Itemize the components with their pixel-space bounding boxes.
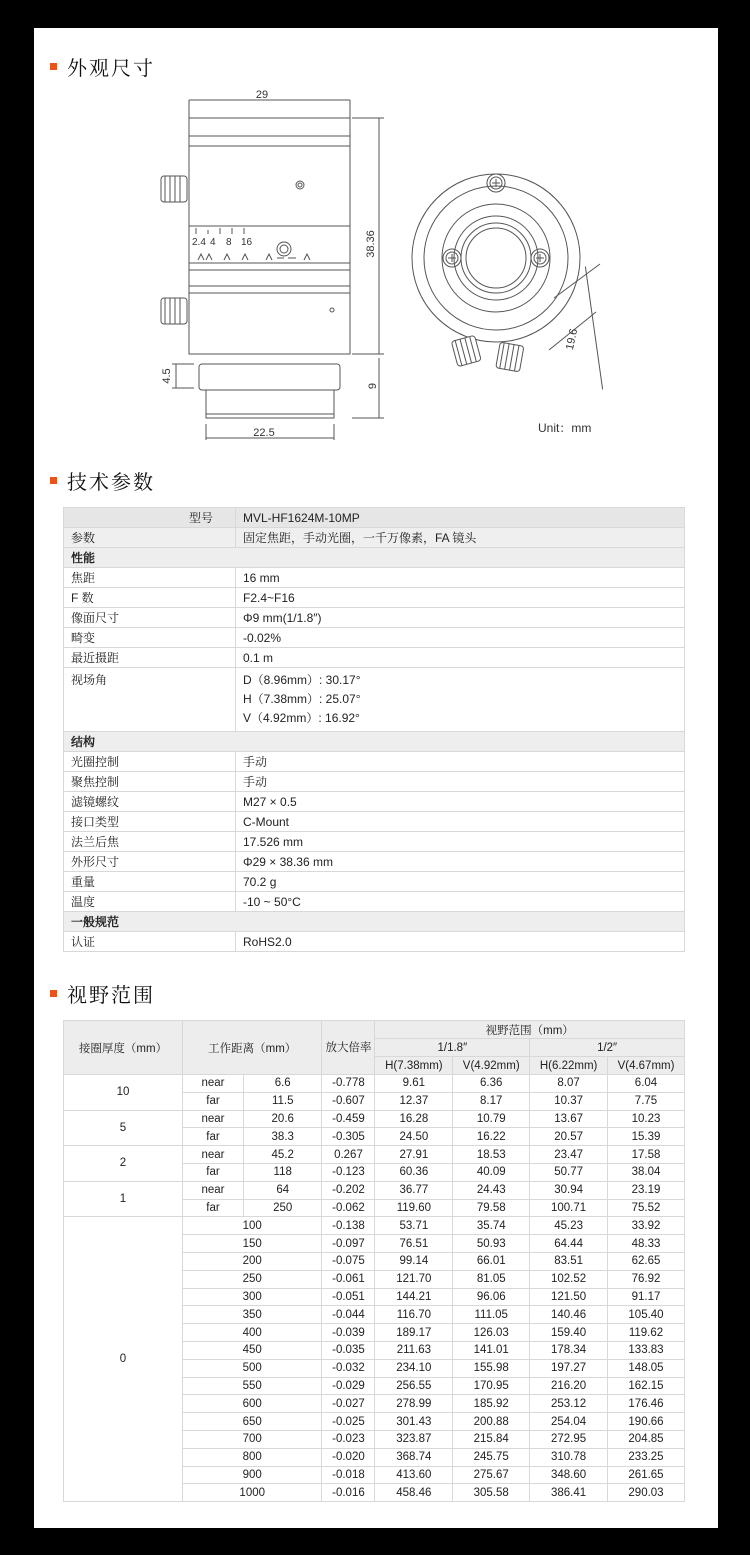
spec-key: 外形尺寸 xyxy=(64,852,236,872)
spec-value xyxy=(236,792,685,812)
dim-knob-text: 19.6 xyxy=(563,327,581,352)
fov-row xyxy=(64,1110,685,1128)
fov-working-distance: 20.6 xyxy=(244,1110,322,1128)
fov-value: 36.77 xyxy=(375,1181,453,1199)
fov-working-distance: 200 xyxy=(183,1252,322,1270)
spec-value-line: RoHS2.0 xyxy=(243,934,292,949)
fov-row xyxy=(64,1075,685,1093)
spec-value-line: V（4.92mm）: 16.92° xyxy=(243,711,360,725)
spec-value-line: H（7.38mm）: 25.07° xyxy=(243,692,361,706)
spec-key: 滤镜螺纹 xyxy=(64,792,236,812)
spec-key: 温度 xyxy=(64,892,236,912)
fov-value: 253.12 xyxy=(530,1395,608,1413)
fov-magnification: -0.459 xyxy=(322,1110,375,1128)
spec-value xyxy=(236,668,685,732)
fov-value: 368.74 xyxy=(375,1448,453,1466)
spec-value-line: 17.526 mm xyxy=(243,834,304,849)
header-ring: 接圈厚度（mm） xyxy=(64,1021,183,1075)
fov-value: 16.28 xyxy=(375,1110,453,1128)
fov-value: 211.63 xyxy=(375,1341,453,1359)
fov-working-distance: 400 xyxy=(183,1324,322,1342)
fov-value: 76.92 xyxy=(608,1270,685,1288)
spec-param-label: 参数 xyxy=(64,528,236,548)
spec-value xyxy=(236,628,685,648)
fov-table xyxy=(63,1020,685,1502)
fov-value: 215.84 xyxy=(453,1430,530,1448)
fov-value: 60.36 xyxy=(375,1163,453,1181)
fov-value: 305.58 xyxy=(453,1484,530,1502)
fov-working-distance: 64 xyxy=(244,1181,322,1199)
fov-value: 159.40 xyxy=(530,1324,608,1342)
fov-working-distance: 118 xyxy=(244,1163,322,1181)
fov-working-distance: 6.6 xyxy=(244,1075,322,1093)
fov-value: 17.58 xyxy=(608,1146,685,1164)
spec-row xyxy=(64,752,685,772)
spec-key: F 数 xyxy=(64,588,236,608)
spec-value xyxy=(236,932,685,952)
fov-working-distance: 100 xyxy=(183,1217,322,1235)
spec-value-line: F2.4~F16 xyxy=(243,590,295,605)
section-title-text: 视野范围 xyxy=(67,983,155,1007)
orange-square-icon xyxy=(50,990,57,997)
fov-magnification: -0.016 xyxy=(322,1484,375,1502)
dim-height-text: 38.36 xyxy=(365,230,377,258)
fov-magnification: -0.097 xyxy=(322,1235,375,1253)
fov-ring-value: 1 xyxy=(64,1181,183,1217)
fov-distance-label: near xyxy=(183,1146,244,1164)
section-title-tech xyxy=(50,466,155,495)
fov-value: 310.78 xyxy=(530,1448,608,1466)
fov-value: 76.51 xyxy=(375,1235,453,1253)
fov-value: 144.21 xyxy=(375,1288,453,1306)
fov-value: 141.01 xyxy=(453,1341,530,1359)
spec-value xyxy=(236,852,685,872)
dim-mount-dia-text: 22.5 xyxy=(253,427,275,439)
fov-working-distance: 550 xyxy=(183,1377,322,1395)
fov-value: 64.44 xyxy=(530,1235,608,1253)
spec-value xyxy=(236,588,685,608)
spec-key: 聚焦控制 xyxy=(64,772,236,792)
fov-value: 38.04 xyxy=(608,1163,685,1181)
fov-value: 148.05 xyxy=(608,1359,685,1377)
spec-row xyxy=(64,852,685,872)
spec-model-row xyxy=(64,508,685,528)
dim-back-text: 9 xyxy=(367,382,379,390)
fov-value: 176.46 xyxy=(608,1395,685,1413)
fov-value: 10.23 xyxy=(608,1110,685,1128)
fov-value: 83.51 xyxy=(530,1252,608,1270)
fov-magnification: -0.123 xyxy=(322,1163,375,1181)
fov-value: 24.43 xyxy=(453,1181,530,1199)
fov-value: 200.88 xyxy=(453,1413,530,1431)
spec-key: 光圈控制 xyxy=(64,752,236,772)
fov-value: 233.25 xyxy=(608,1448,685,1466)
fov-magnification: -0.027 xyxy=(322,1395,375,1413)
spec-value-line: M27 × 0.5 xyxy=(243,794,297,809)
fov-magnification: -0.778 xyxy=(322,1075,375,1093)
fov-value: 413.60 xyxy=(375,1466,453,1484)
fov-working-distance: 11.5 xyxy=(244,1092,322,1110)
spec-key: 认证 xyxy=(64,932,236,952)
fov-value: 204.85 xyxy=(608,1430,685,1448)
fov-value: 275.67 xyxy=(453,1466,530,1484)
fov-distance-label: far xyxy=(183,1163,244,1181)
fov-value: 27.91 xyxy=(375,1146,453,1164)
fov-working-distance: 300 xyxy=(183,1288,322,1306)
fov-magnification: -0.061 xyxy=(322,1270,375,1288)
aperture-mark: 4 xyxy=(210,237,216,248)
fov-value: 102.52 xyxy=(530,1270,608,1288)
dim-width-text: 29 xyxy=(255,89,269,101)
fov-value: 185.92 xyxy=(453,1395,530,1413)
fov-magnification: -0.062 xyxy=(322,1199,375,1217)
unit-label: Unit：mm xyxy=(538,421,592,435)
fov-value: 50.93 xyxy=(453,1235,530,1253)
fov-value: 7.75 xyxy=(608,1092,685,1110)
spec-row xyxy=(64,832,685,852)
fov-value: 50.77 xyxy=(530,1163,608,1181)
spec-value-line: -10 ~ 50°C xyxy=(243,894,301,909)
fov-value: 8.07 xyxy=(530,1075,608,1093)
spec-key: 重量 xyxy=(64,872,236,892)
spec-row xyxy=(64,588,685,608)
fov-magnification: -0.032 xyxy=(322,1359,375,1377)
header-sensor-2: 1/2″ xyxy=(530,1039,685,1057)
spec-group-header xyxy=(64,732,685,752)
aperture-mark: 8 xyxy=(226,237,232,248)
fov-value: 121.70 xyxy=(375,1270,453,1288)
header-col: H(6.22mm) xyxy=(530,1057,608,1075)
fov-ring-value: 5 xyxy=(64,1110,183,1146)
spec-row xyxy=(64,812,685,832)
spec-value-line: -0.02% xyxy=(243,630,282,645)
spec-value-line: C-Mount xyxy=(243,814,290,829)
fov-value: 12.37 xyxy=(375,1092,453,1110)
fov-row xyxy=(64,1146,685,1164)
fov-working-distance: 38.3 xyxy=(244,1128,322,1146)
fov-working-distance: 250 xyxy=(244,1199,322,1217)
spec-value xyxy=(236,832,685,852)
spec-value xyxy=(236,872,685,892)
fov-value: 458.46 xyxy=(375,1484,453,1502)
fov-value: 162.15 xyxy=(608,1377,685,1395)
spec-group-header xyxy=(64,548,685,568)
fov-magnification: 0.267 xyxy=(322,1146,375,1164)
fov-magnification: -0.039 xyxy=(322,1324,375,1342)
fov-value: 323.87 xyxy=(375,1430,453,1448)
fov-value: 35.74 xyxy=(453,1217,530,1235)
fov-value: 290.03 xyxy=(608,1484,685,1502)
fov-value: 81.05 xyxy=(453,1270,530,1288)
fov-magnification: -0.138 xyxy=(322,1217,375,1235)
fov-distance-label: far xyxy=(183,1199,244,1217)
fov-value: 6.04 xyxy=(608,1075,685,1093)
fov-magnification: -0.051 xyxy=(322,1288,375,1306)
fov-working-distance: 600 xyxy=(183,1395,322,1413)
fov-value: 254.04 xyxy=(530,1413,608,1431)
spec-row xyxy=(64,872,685,892)
spec-group-title: 结构 xyxy=(64,732,685,752)
header-col: V(4.67mm) xyxy=(608,1057,685,1075)
spec-param-row xyxy=(64,528,685,548)
fov-value: 18.53 xyxy=(453,1146,530,1164)
spec-row xyxy=(64,932,685,952)
product-page xyxy=(34,28,718,1528)
spec-value-line: 手动 xyxy=(243,755,268,769)
fov-value: 20.57 xyxy=(530,1128,608,1146)
section-title-text: 外观尺寸 xyxy=(67,56,155,80)
spec-value xyxy=(236,608,685,628)
fov-working-distance: 900 xyxy=(183,1466,322,1484)
header-sensor-1: 1/1.8″ xyxy=(375,1039,530,1057)
fov-value: 48.33 xyxy=(608,1235,685,1253)
spec-model-label: 型号 xyxy=(64,508,236,528)
fov-value: 10.79 xyxy=(453,1110,530,1128)
orange-square-icon xyxy=(50,63,57,70)
fov-value: 386.41 xyxy=(530,1484,608,1502)
header-col: V(4.92mm) xyxy=(453,1057,530,1075)
fov-magnification: -0.044 xyxy=(322,1306,375,1324)
fov-value: 245.75 xyxy=(453,1448,530,1466)
spec-value-line: Φ29 × 38.36 mm xyxy=(243,854,333,869)
fov-working-distance: 800 xyxy=(183,1448,322,1466)
spec-value xyxy=(236,892,685,912)
fov-magnification: -0.029 xyxy=(322,1377,375,1395)
spec-key: 畸变 xyxy=(64,628,236,648)
spec-key: 焦距 xyxy=(64,568,236,588)
fov-value: 15.39 xyxy=(608,1128,685,1146)
spec-key: 视场角 xyxy=(64,668,236,732)
aperture-mark: 16 xyxy=(241,237,253,248)
spec-value xyxy=(236,648,685,668)
fov-value: 40.09 xyxy=(453,1163,530,1181)
fov-row xyxy=(64,1181,685,1199)
fov-value: 6.36 xyxy=(453,1075,530,1093)
spec-table xyxy=(63,507,685,952)
fov-value: 33.92 xyxy=(608,1217,685,1235)
fov-value: 234.10 xyxy=(375,1359,453,1377)
fov-value: 111.05 xyxy=(453,1306,530,1324)
fov-magnification: -0.023 xyxy=(322,1430,375,1448)
fov-magnification: -0.075 xyxy=(322,1252,375,1270)
fov-value: 45.23 xyxy=(530,1217,608,1235)
fov-value: 99.14 xyxy=(375,1252,453,1270)
spec-group-title: 一般规范 xyxy=(64,912,685,932)
fov-value: 23.47 xyxy=(530,1146,608,1164)
fov-working-distance: 700 xyxy=(183,1430,322,1448)
spec-key: 接口类型 xyxy=(64,812,236,832)
fov-value: 10.37 xyxy=(530,1092,608,1110)
section-title-fov xyxy=(50,979,155,1008)
fov-working-distance: 250 xyxy=(183,1270,322,1288)
lens-dimension-drawing xyxy=(34,88,718,448)
fov-value: 30.94 xyxy=(530,1181,608,1199)
fov-value: 119.62 xyxy=(608,1324,685,1342)
fov-value: 62.65 xyxy=(608,1252,685,1270)
fov-value: 178.34 xyxy=(530,1341,608,1359)
spec-value xyxy=(236,752,685,772)
fov-magnification: -0.020 xyxy=(322,1448,375,1466)
fov-value: 256.55 xyxy=(375,1377,453,1395)
fov-working-distance: 1000 xyxy=(183,1484,322,1502)
fov-value: 66.01 xyxy=(453,1252,530,1270)
spec-param-value: 固定焦距，手动光圈，一千万像素，FA 镜头 xyxy=(236,528,685,548)
fov-value: 348.60 xyxy=(530,1466,608,1484)
fov-value: 189.17 xyxy=(375,1324,453,1342)
fov-value: 170.95 xyxy=(453,1377,530,1395)
fov-distance-label: near xyxy=(183,1075,244,1093)
fov-value: 216.20 xyxy=(530,1377,608,1395)
fov-value: 126.03 xyxy=(453,1324,530,1342)
header-col: H(7.38mm) xyxy=(375,1057,453,1075)
fov-magnification: -0.202 xyxy=(322,1181,375,1199)
fov-working-distance: 650 xyxy=(183,1413,322,1431)
spec-value-line: 手动 xyxy=(243,775,268,789)
spec-row xyxy=(64,668,685,732)
fov-value: 121.50 xyxy=(530,1288,608,1306)
fov-row xyxy=(64,1217,685,1235)
orange-square-icon xyxy=(50,477,57,484)
header-working-distance: 工作距离（mm） xyxy=(183,1021,322,1075)
fov-magnification: -0.607 xyxy=(322,1092,375,1110)
fov-value: 301.43 xyxy=(375,1413,453,1431)
spec-row xyxy=(64,772,685,792)
fov-value: 133.83 xyxy=(608,1341,685,1359)
fov-value: 116.70 xyxy=(375,1306,453,1324)
spec-row xyxy=(64,628,685,648)
fov-magnification: -0.018 xyxy=(322,1466,375,1484)
fov-value: 23.19 xyxy=(608,1181,685,1199)
spec-key: 像面尺寸 xyxy=(64,608,236,628)
spec-group-title: 性能 xyxy=(64,548,685,568)
fov-value: 278.99 xyxy=(375,1395,453,1413)
dim-mount-len-text: 4.5 xyxy=(161,368,173,384)
fov-value: 119.60 xyxy=(375,1199,453,1217)
fov-value: 9.61 xyxy=(375,1075,453,1093)
spec-row xyxy=(64,568,685,588)
fov-value: 24.50 xyxy=(375,1128,453,1146)
fov-ring-value: 10 xyxy=(64,1075,183,1111)
fov-distance-label: far xyxy=(183,1092,244,1110)
spec-value-line: 16 mm xyxy=(243,570,280,585)
fov-value: 105.40 xyxy=(608,1306,685,1324)
spec-row xyxy=(64,608,685,628)
fov-value: 75.52 xyxy=(608,1199,685,1217)
fov-value: 155.98 xyxy=(453,1359,530,1377)
spec-row xyxy=(64,648,685,668)
spec-row xyxy=(64,892,685,912)
fov-value: 8.17 xyxy=(453,1092,530,1110)
fov-value: 261.65 xyxy=(608,1466,685,1484)
spec-value-line: Φ9 mm(1/1.8″) xyxy=(243,610,322,625)
section-title-text: 技术参数 xyxy=(67,470,155,494)
spec-model-value: MVL-HF1624M-10MP xyxy=(236,508,685,528)
aperture-mark: 2.4 xyxy=(192,237,206,248)
fov-value: 16.22 xyxy=(453,1128,530,1146)
spec-row xyxy=(64,792,685,812)
spec-value-line: D（8.96mm）: 30.17° xyxy=(243,673,361,687)
header-fov: 视野范围（mm） xyxy=(375,1021,685,1039)
spec-group-header xyxy=(64,912,685,932)
section-title-appearance xyxy=(50,52,155,81)
spec-value xyxy=(236,812,685,832)
fov-magnification: -0.305 xyxy=(322,1128,375,1146)
fov-working-distance: 500 xyxy=(183,1359,322,1377)
fov-value: 140.46 xyxy=(530,1306,608,1324)
fov-ring-value: 2 xyxy=(64,1146,183,1182)
fov-working-distance: 350 xyxy=(183,1306,322,1324)
fov-working-distance: 45.2 xyxy=(244,1146,322,1164)
fov-working-distance: 450 xyxy=(183,1341,322,1359)
spec-value xyxy=(236,772,685,792)
fov-distance-label: near xyxy=(183,1181,244,1199)
fov-value: 100.71 xyxy=(530,1199,608,1217)
fov-value: 53.71 xyxy=(375,1217,453,1235)
fov-distance-label: near xyxy=(183,1110,244,1128)
fov-value: 13.67 xyxy=(530,1110,608,1128)
fov-working-distance: 150 xyxy=(183,1235,322,1253)
spec-value xyxy=(236,568,685,588)
fov-ring-value: 0 xyxy=(64,1217,183,1502)
fov-value: 190.66 xyxy=(608,1413,685,1431)
fov-value: 96.06 xyxy=(453,1288,530,1306)
spec-key: 最近摄距 xyxy=(64,648,236,668)
fov-magnification: -0.035 xyxy=(322,1341,375,1359)
spec-value-line: 0.1 m xyxy=(243,650,274,665)
fov-value: 79.58 xyxy=(453,1199,530,1217)
spec-key: 法兰后焦 xyxy=(64,832,236,852)
spec-value-line: 70.2 g xyxy=(243,874,277,889)
header-magnification: 放大倍率 xyxy=(322,1021,375,1075)
fov-distance-label: far xyxy=(183,1128,244,1146)
fov-magnification: -0.025 xyxy=(322,1413,375,1431)
fov-value: 272.95 xyxy=(530,1430,608,1448)
fov-value: 91.17 xyxy=(608,1288,685,1306)
fov-value: 197.27 xyxy=(530,1359,608,1377)
